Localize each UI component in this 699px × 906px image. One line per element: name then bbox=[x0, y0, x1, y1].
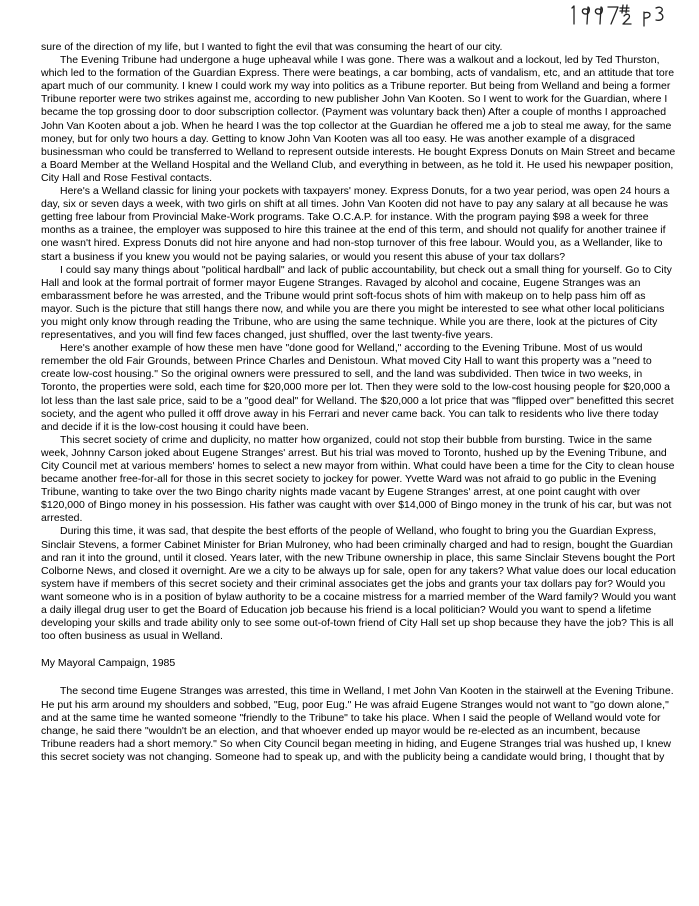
handwritten-page-annotation bbox=[566, 2, 696, 28]
paragraph-continuation: sure of the direction of my life, but I wanted to fight the evil that was consuming the heart of our city. bbox=[41, 41, 503, 53]
paragraph-secret-society: This secret society of crime and duplicity, no matter how organized, could not stop their bubble from bursting. Twice in the same week, Johnny Carson joked about Eugene Stranges' arrest. But his trial was moved to Toronto, hushed up by the Evening Tribune, and City Council met at various members' homes to select a new mayor from within. What could have been a time for the City to clean house became another free-for-all for those in this secret society to jockey for power. Yvette Ward was not afraid to go public in the Evening Tribune, wanting to take over the two Bingo charity nights made vacant by Eugene Stranges' arrest, at one point caught with over $120,000 of Bingo money in his possession. His father was caught with over $14,000 of Bingo money in the trunk of his car, but was not arrested. bbox=[41, 433, 675, 525]
handwritten-annotation-drawing bbox=[566, 2, 696, 28]
paragraph-guardian-express: During this time, it was sad, that despite the best efforts of the people of Welland, who fought to bring you the Guardian Express, Sinclair Stevens, a former Cabinet Minister for Brian Mulroney, who had been criminally charged and had to resign, bought the Guardian and ran it into the ground, until it closed. Years later, with the new Tribune ownership in place, this same Sinclair Stevens bought the Port Colborne News, and closed it overnight. Are we a city to be always up for sale, open for any takers? What value does our local education system have if members of this secret society and their criminal associates get the jobs and grants your tax dollars pay for? Would you want someone who is in a position of bylaw authority to be a cocaine mistress for a married member of the Ward family? Would you want a daily illegal drug user to get the Board of Education job because his friend is a local politician? Would you want to spend a lifetime developing your skills and trade ability only to see some out-of-town friend of City Hall set up shop because they have the job? This is all too often business as usual in Welland. bbox=[41, 525, 677, 643]
document-body bbox=[41, 41, 677, 764]
paragraph-mayoral-campaign: The second time Eugene Stranges was arrested, this time in Welland, I met John Van Kooten in the stairwell at the Evening Tribune. He put his arm around my shoulders and sobbed, "Eug, poor Eug." He was afraid Eugene Stranges would not want to "go down alone," and at the same time he wanted someone "friendly to the Tribune" to take his place. When I said the people of Welland would vote for change, he said there "wouldn't be an election, and that whoever ended up mayor would be re-elected as an incumbent, because Tribune readers had a short memory." So when City Council began meeting in hiding, and Eugene Stranges trial was hushed up, I knew this secret society was not changing. Someone had to speak up, and with the publicity being a candidate would bring, I thought that by bbox=[41, 685, 674, 763]
paragraph-tribune-upheaval: The Evening Tribune had undergone a huge upheaval while I was gone. There was a walkout and a lockout, led by Ted Thurston, which led to the formation of the Guardian Express. There were beatings, a car bombing, acts of vandalism, etc, and an attitude that tore apart much of our community. I knew I could work my way into politics as a Tribune reporter. But being from Welland and being a former Tribune reporter were two strikes against me, according to new publisher John Van Kooten. So I went to work for the Guardian, where I became the top grossing door to door subscription collector. (Payment was voluntary back then) After a couple of months I approached John Van Kooten about a job. When he heard I was the top collector at the Guardian he offered me a job to steal me away, for the same money, but for only two hours a day. Getting to know John Van Kooten was all too easy. He was another example of a disgraced businessman who could be transferred to Welland to represent outside interests. He bought Express Donuts on Main Street and became a Board Member at the Welland Hospital and the Welland Club, and everything in between, as he told it. He used his newpaper position, City Hall and Rose Festival contacts. bbox=[41, 54, 676, 184]
paragraph-express-donuts: Here's a Welland classic for lining your pockets with taxpayers' money. Express Donuts, for a two year period, was open 24 hours a day, six or seven days a week, with two girls on shift at all times. John Van Kooten did not have to pay any salary at all because he was getting free labour from Provincial Make-Work programs. Take O.C.A.P. for instance. With the program paying $98 a week for three months as a trainee, the employer was supposed to hire this trainee at the end of this term, and should not qualify for another trainee if one wasn't hired. Express Donuts did not hire anyone and had non-stop turnover of this free labour. Would you, as a Wellander, like to start a business if you knew you would not be paying salaries, or would you resent this abuse of your tax dollars? bbox=[41, 185, 670, 263]
paragraph-political-hardball: I could say many things about "political hardball" and lack of public accountability, but check out a small thing for yourself. Go to City Hall and look at the formal portrait of former mayor Eugene Stranges. Ravaged by alcohol and cocaine, Eugene Stranges was an embarassment before he was arrested, and the Tribune would print soft-focus shots of him with makeup on to help pass him off as mayor. Such is the picture that still hangs there now, and while you are there you might be interested to see what other local politicians you might only know through reading the Tribune, who are using the same technique. While you are there, look at the pictures of City representatives, and you will find few faces changed, just shuffled, over the last twenty-five years. bbox=[41, 263, 672, 342]
section-heading: My Mayoral Campaign, 1985 bbox=[41, 657, 176, 670]
paragraph-fair-grounds: Here's another example of how these men have "done good for Welland," according to the Evening Tribune. Most of us would remember the old Fair Grounds, between Prince Charles and Denistoun. What moved City Hall to want this property was a "need to create low-cost housing." So the original owners were pressured to sell, and the land was subdivided. Then twice in two weeks, in Toronto, the properties were sold, each time for $20,000 more per lot. Then they were sold to the low-cost housing people for $20,000 a lot less than the last sale price, said to be a "good deal" for Welland. The $20,000 a lot price that was "flipped over" benefitted this secret society, and the agent who pulled it offf drove away in his Ferrari and never came back. You can talk to residents who live there today and decide if it is the low-cost housing it could have been. bbox=[41, 342, 674, 433]
